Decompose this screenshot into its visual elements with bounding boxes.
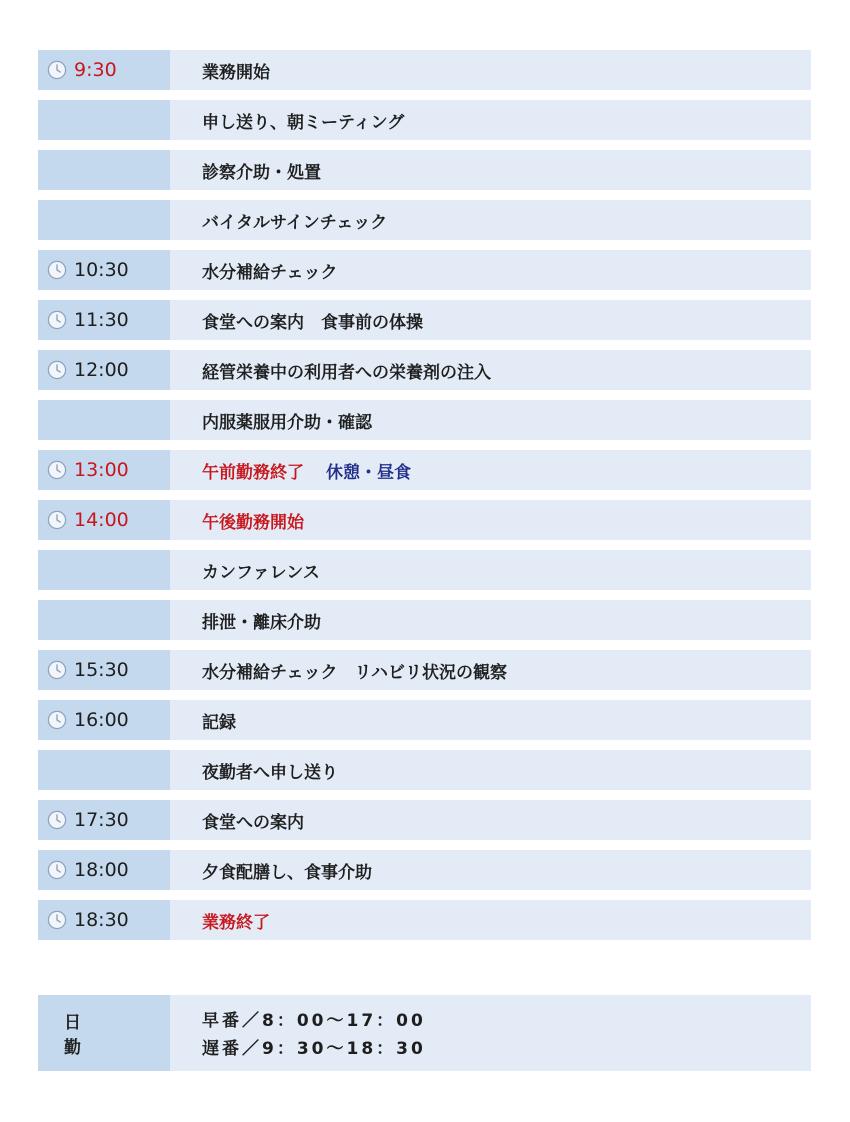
task-cell — [170, 200, 811, 240]
task-cell — [170, 450, 811, 490]
clock-icon — [47, 460, 67, 480]
time-cell — [38, 450, 170, 490]
task-label: 午後勤務開始 — [202, 512, 304, 533]
time-cell — [38, 100, 170, 140]
time-cell — [38, 550, 170, 590]
task-cell — [170, 550, 811, 590]
task-cell — [170, 800, 811, 840]
task-label: 午前勤務終了 — [202, 462, 304, 483]
late-shift: 遅番／9：30〜18：30 — [202, 1039, 426, 1059]
task-cell — [170, 250, 811, 290]
time-cell — [38, 600, 170, 640]
schedule-row — [38, 700, 811, 740]
shift-hours — [38, 995, 811, 1071]
task-label: 申し送り、朝ミーティング — [202, 112, 405, 133]
time-label: 12:00 — [74, 359, 129, 381]
schedule-row — [38, 800, 811, 840]
schedule-row — [38, 900, 811, 940]
time-label: 18:30 — [74, 909, 129, 931]
schedule-row — [38, 250, 811, 290]
time-label: 11:30 — [74, 309, 129, 331]
clock-icon — [47, 660, 67, 680]
task-label: 水分補給チェック — [202, 262, 338, 283]
task-label: 診察介助・処置 — [202, 162, 321, 183]
time-cell — [38, 400, 170, 440]
task-cell — [170, 850, 811, 890]
clock-icon — [47, 310, 67, 330]
clock-icon — [47, 810, 67, 830]
time-label: 14:00 — [74, 509, 129, 531]
schedule-row — [38, 50, 811, 90]
task-label: 夕食配膳し、食事介助 — [202, 862, 372, 883]
time-cell — [38, 850, 170, 890]
schedule-row — [38, 850, 811, 890]
task-cell — [170, 900, 811, 940]
schedule-row — [38, 650, 811, 690]
task-cell — [170, 300, 811, 340]
task-label: バイタルサインチェック — [202, 212, 388, 233]
time-label: 10:30 — [74, 259, 129, 281]
task-cell — [170, 400, 811, 440]
task-label: 業務終了 — [202, 912, 270, 933]
time-label: 16:00 — [74, 709, 129, 731]
time-cell — [38, 300, 170, 340]
shift-label: 日勤 — [38, 995, 170, 1071]
task-label: 内服薬服用介助・確認 — [202, 412, 372, 433]
task-cell — [170, 350, 811, 390]
time-cell — [38, 200, 170, 240]
time-cell — [38, 500, 170, 540]
task-cell — [170, 650, 811, 690]
time-label: 17:30 — [74, 809, 129, 831]
clock-icon — [47, 910, 67, 930]
time-cell — [38, 900, 170, 940]
clock-icon — [47, 860, 67, 880]
clock-icon — [47, 360, 67, 380]
schedule-row — [38, 750, 811, 790]
task-label: 食堂への案内 — [202, 812, 304, 833]
time-cell — [38, 800, 170, 840]
task-cell — [170, 750, 811, 790]
schedule-row — [38, 400, 811, 440]
time-cell — [38, 650, 170, 690]
schedule-row — [38, 200, 811, 240]
clock-icon — [47, 510, 67, 530]
task-cell — [170, 600, 811, 640]
task-label: 排泄・離床介助 — [202, 612, 321, 633]
schedule-row — [38, 150, 811, 190]
schedule-row — [38, 100, 811, 140]
task-label: 記録 — [202, 712, 236, 733]
time-label: 15:30 — [74, 659, 129, 681]
schedule-table — [38, 50, 811, 950]
task-label: 水分補給チェック リハビリ状況の観察 — [202, 662, 507, 683]
task-cell — [170, 700, 811, 740]
schedule-row — [38, 500, 811, 540]
shift-times — [170, 995, 811, 1071]
task-cell — [170, 500, 811, 540]
task-label: カンファレンス — [202, 562, 320, 583]
time-cell — [38, 50, 170, 90]
time-cell — [38, 700, 170, 740]
task-label: 経管栄養中の利用者への栄養剤の注入 — [202, 362, 491, 383]
schedule-row — [38, 350, 811, 390]
schedule-row — [38, 300, 811, 340]
task-cell — [170, 100, 811, 140]
clock-icon — [47, 60, 67, 80]
task-label: 食堂への案内 食事前の体操 — [202, 312, 423, 333]
time-label: 13:00 — [74, 459, 129, 481]
schedule-row — [38, 600, 811, 640]
task-extra-label: 休憩・昼食 — [326, 462, 411, 483]
clock-icon — [47, 260, 67, 280]
schedule-row — [38, 550, 811, 590]
task-cell — [170, 50, 811, 90]
time-cell — [38, 750, 170, 790]
task-cell — [170, 150, 811, 190]
schedule-row — [38, 450, 811, 490]
task-label: 夜勤者へ申し送り — [202, 762, 338, 783]
time-label: 9:30 — [74, 59, 117, 81]
time-cell — [38, 150, 170, 190]
early-shift: 早番／8：00〜17：00 — [202, 1011, 426, 1031]
task-label: 業務開始 — [202, 62, 270, 83]
time-cell — [38, 250, 170, 290]
time-cell — [38, 350, 170, 390]
clock-icon — [47, 710, 67, 730]
time-label: 18:00 — [74, 859, 129, 881]
